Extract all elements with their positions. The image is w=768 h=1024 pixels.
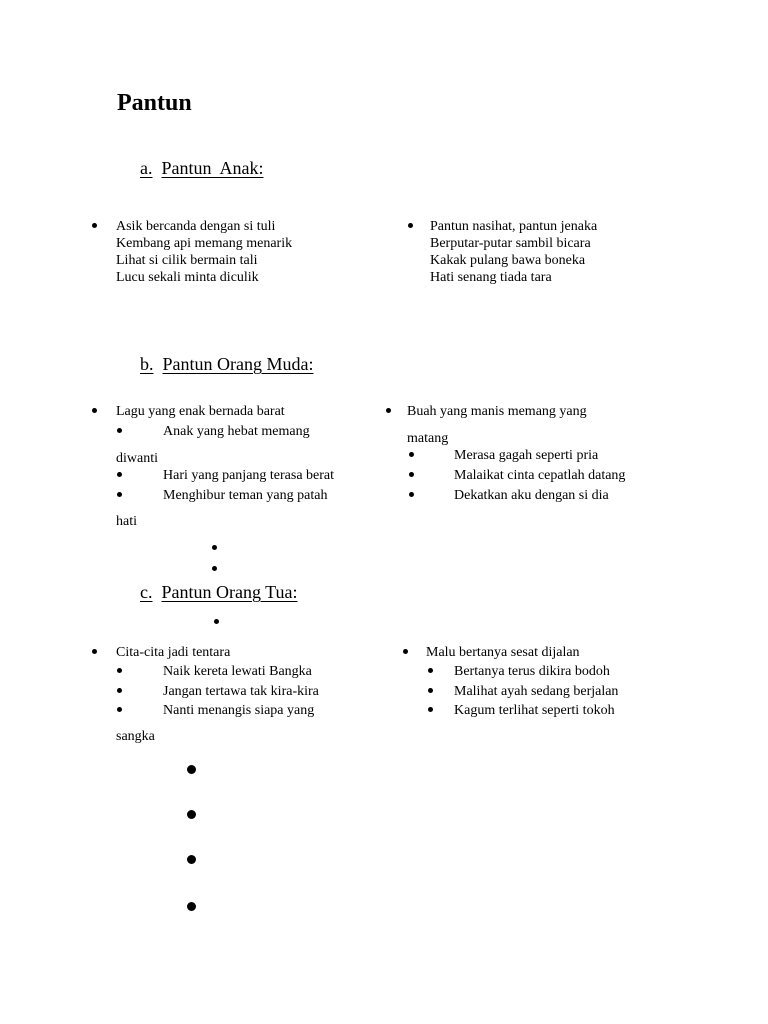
- section-b-right-first-wrap: matang: [407, 431, 449, 446]
- bullet-icon: [212, 566, 217, 571]
- bullet-icon: [92, 408, 97, 413]
- document-title: Pantun: [117, 90, 192, 116]
- section-b-right-sub-3: Dekatkan aku dengan si dia: [454, 488, 609, 503]
- section-c-marker: c.: [140, 582, 153, 602]
- bullet-icon: [117, 688, 122, 693]
- bullet-icon: [117, 472, 122, 477]
- section-c-right-first: Malu bertanya sesat dijalan: [426, 645, 580, 660]
- section-c-right-sub-2: Malihat ayah sedang berjalan: [454, 684, 619, 699]
- section-b-left-sub-1: Anak yang hebat memang: [163, 424, 310, 439]
- bullet-icon: [409, 492, 414, 497]
- section-c-left-sub-3: Nanti menangis siapa yang: [163, 703, 315, 718]
- bullet-icon: [117, 707, 122, 712]
- section-a-title: Pantun Anak:: [161, 158, 264, 178]
- bullet-icon: [428, 668, 433, 673]
- section-a-left-line-3: Lihat si cilik bermain tali: [116, 253, 258, 268]
- bullet-icon: [187, 765, 196, 774]
- bullet-icon: [428, 707, 433, 712]
- bullet-icon: [428, 688, 433, 693]
- bullet-icon: [408, 223, 413, 228]
- section-c-right-sub-3: Kagum terlihat seperti tokoh: [454, 703, 615, 718]
- bullet-icon: [386, 408, 391, 413]
- section-a-left-line-2: Kembang api memang menarik: [116, 236, 293, 251]
- section-a-left-line-1: Asik bercanda dengan si tuli: [116, 219, 276, 234]
- bullet-icon: [214, 619, 219, 624]
- section-a-right-line-2: Berputar-putar sambil bicara: [430, 236, 591, 251]
- bullet-icon: [212, 545, 217, 550]
- section-b-left-sub-2: Hari yang panjang terasa berat: [163, 468, 335, 483]
- bullet-icon: [92, 223, 97, 228]
- section-a-right-line-1: Pantun nasihat, pantun jenaka: [430, 219, 598, 234]
- bullet-icon: [92, 649, 97, 654]
- section-a-right-line-4: Hati senang tiada tara: [430, 270, 552, 285]
- bullet-icon: [187, 902, 196, 911]
- bullet-icon: [409, 452, 414, 457]
- section-b-right-first: Buah yang manis memang yang: [407, 404, 587, 419]
- section-c-left-sub-3-wrap: sangka: [116, 729, 155, 744]
- section-b-heading: [140, 353, 313, 375]
- section-b-right-sub-1: Merasa gagah seperti pria: [454, 448, 599, 463]
- section-b-left-sub-3-wrap: hati: [116, 514, 137, 529]
- section-c-heading: [140, 581, 298, 603]
- section-b-title: Pantun Orang Muda:: [162, 354, 314, 374]
- section-c-right-sub-1: Bertanya terus dikira bodoh: [454, 664, 610, 679]
- section-c-left-first: Cita-cita jadi tentara: [116, 645, 231, 660]
- section-c-left-sub-1: Naik kereta lewati Bangka: [163, 664, 312, 679]
- section-c-left-sub-2: Jangan tertawa tak kira-kira: [163, 684, 319, 699]
- bullet-icon: [403, 649, 408, 654]
- bullet-icon: [409, 472, 414, 477]
- section-b-right-sub-2: Malaikat cinta cepatlah datang: [454, 468, 626, 483]
- section-a-marker: a.: [140, 158, 153, 178]
- section-b-left-first: Lagu yang enak bernada barat: [116, 404, 285, 419]
- bullet-icon: [187, 810, 196, 819]
- section-b-left-sub-3: Menghibur teman yang patah: [163, 488, 328, 503]
- section-a-left-line-4: Lucu sekali minta diculik: [116, 270, 259, 285]
- section-a-heading: [140, 157, 264, 179]
- section-b-marker: b.: [140, 354, 154, 374]
- section-c-title: Pantun Orang Tua:: [161, 582, 298, 602]
- bullet-icon: [117, 668, 122, 673]
- bullet-icon: [187, 855, 196, 864]
- bullet-icon: [117, 492, 122, 497]
- section-b-left-sub-1-wrap: diwanti: [116, 451, 158, 466]
- bullet-icon: [117, 428, 122, 433]
- section-a-right-line-3: Kakak pulang bawa boneka: [430, 253, 586, 268]
